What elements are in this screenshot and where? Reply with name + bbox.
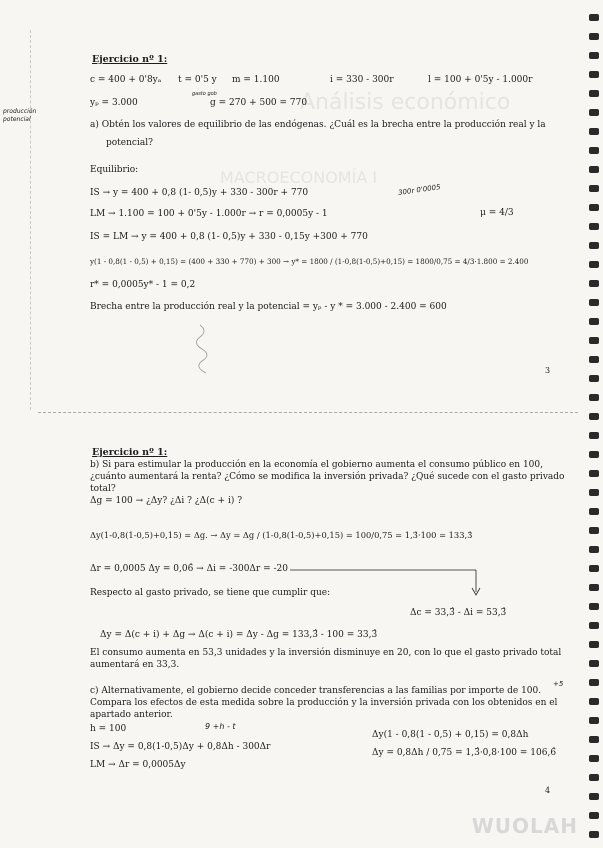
handnote-left-2: potencial	[3, 116, 31, 123]
binding-hole	[589, 185, 599, 192]
binding-hole	[589, 451, 599, 458]
binding-hole	[589, 223, 599, 230]
binding-hole	[589, 736, 599, 743]
binding-hole	[589, 698, 599, 705]
binding-hole	[589, 33, 599, 40]
binding-hole	[589, 299, 599, 306]
binding-hole	[589, 565, 599, 572]
lm-equation: LM → 1.100 = 100 + 0'5y - 1.000r → r = 0,0005y - 1	[90, 209, 328, 219]
islm-equation: IS = LM → y = 400 + 0,8 (1- 0,5)y + 330 - 0,15y +300 + 770	[90, 232, 368, 242]
eq-imports: m = 1.100	[232, 75, 280, 85]
binding-hole	[589, 318, 599, 325]
binding-hole	[589, 470, 599, 477]
binding-hole	[589, 831, 599, 838]
binding-hole	[589, 489, 599, 496]
binding-hole	[589, 14, 599, 21]
binding-hole	[589, 242, 599, 249]
handnote-left-1: producción	[3, 108, 37, 115]
question-c-line-3: apartado anterior.	[90, 710, 173, 720]
question-c-line-1: c) Alternativamente, el gobierno decide conceder transferencias a las familias por importe de 100.	[90, 686, 542, 696]
delta-y-h-equation: Δy(1 - 0,8(1 - 0,5) + 0,15) = 0,8Δh	[372, 730, 529, 740]
handnote-t15: +5	[553, 680, 564, 688]
question-a-line-1: a) Obtén los valores de equilibrio de las endógenas. ¿Cuál es la brecha entre la producción real y la	[90, 120, 546, 130]
binding-hole	[589, 375, 599, 382]
handnote-over-g: gasto gob	[192, 91, 217, 97]
binding-hole	[589, 394, 599, 401]
handnote-mid: 300r 0'0005	[397, 183, 442, 197]
page-number-top: 3	[545, 366, 551, 375]
binding-hole	[589, 71, 599, 78]
question-b-line-4: Δg = 100 → ¿Δy? ¿Δi ? ¿Δ(c + i) ?	[90, 496, 243, 506]
binding-hole	[589, 261, 599, 268]
equilibrium-label: Equilibrio:	[90, 165, 139, 175]
binding-hole	[589, 413, 599, 420]
is-equation: IS → y = 400 + 0,8 (1- 0,5)y + 330 - 300r + 770	[90, 188, 309, 198]
is-c-equation: IS → Δy = 0,8(1-0,5)Δy + 0,8Δh - 300Δr	[90, 742, 271, 752]
pencil-scribble	[190, 320, 220, 380]
page-number-bottom: 4	[545, 786, 551, 795]
question-b-line-3: total?	[90, 484, 116, 494]
page-separator	[38, 412, 578, 413]
ystar-equation: y(1 - 0,8(1 - 0,5) + 0,15) = (400 + 330 + 770) + 300 → y* = 1800 / (1-0,8(1-0,5)+0,15) = 1800/0,75 = 4/3·1.800 = 2.400	[90, 257, 529, 266]
binding-hole	[589, 812, 599, 819]
delta-c-equation: Δc = 33,3̂ - Δi = 53,3̂	[410, 608, 507, 618]
output-gap: Brecha entre la producción real y la potencial = yₚ - y * = 3.000 - 2.400 = 600	[90, 302, 447, 312]
binding-hole	[589, 166, 599, 173]
question-c-line-2: Compara los efectos de esta medida sobre la producción y la inversión privada con los obtenidos en el	[90, 698, 558, 708]
watermark-logo: WUOLAH	[471, 814, 578, 838]
ghost-banner-text: Análisis económico	[300, 90, 511, 115]
binding-hole	[589, 546, 599, 553]
bottom-exercise-title: Ejercicio nº 1:	[92, 447, 168, 458]
binding-hole	[589, 337, 599, 344]
handnote-c: 9 +h - t	[205, 722, 236, 731]
binding-hole	[589, 774, 599, 781]
binding-hole	[589, 432, 599, 439]
delta-ci-equation: Δy = Δ(c + i) + Δg → Δ(c + i) = Δy - Δg = 133,3̂ - 100 = 33,3̂	[100, 630, 378, 640]
binding-hole	[589, 508, 599, 515]
binding-hole	[589, 147, 599, 154]
rstar-equation: r* = 0,0005y* - 1 = 0,2	[90, 280, 196, 290]
binding-hole	[589, 584, 599, 591]
multiplier-mu: μ = 4/3	[480, 208, 514, 218]
private-spending-intro: Respecto al gasto privado, se tiene que cumplir que:	[90, 588, 331, 598]
h-value: h = 100	[90, 724, 127, 734]
margin-rule	[30, 30, 31, 410]
binding-hole	[589, 793, 599, 800]
eq-consumption: c = 400 + 0'8yₐ	[90, 75, 162, 85]
eq-government-spending: g = 270 + 500 = 770	[210, 98, 308, 108]
binding-hole	[589, 356, 599, 363]
top-exercise-title: Ejercicio nº 1:	[92, 54, 168, 65]
eq-taxes: t = 0'5 y	[178, 75, 217, 85]
conclusion-line-2: aumentará en 33,3.	[90, 660, 180, 670]
eq-potential-output: yₚ = 3.000	[90, 98, 138, 108]
binding-hole	[589, 660, 599, 667]
delta-y-h-result: Δy = 0,8Δh / 0,75 = 1,3̂·0,8·100 = 106,6̂	[372, 748, 557, 758]
binding-hole	[589, 128, 599, 135]
binding-hole	[589, 679, 599, 686]
binding-hole	[589, 717, 599, 724]
binding-hole	[589, 527, 599, 534]
eq-money-demand: l = 100 + 0'5y - 1.000r	[428, 75, 533, 85]
binding-hole	[589, 280, 599, 287]
question-a-line-2: potencial?	[106, 138, 153, 148]
binding-hole	[589, 641, 599, 648]
binding-hole	[589, 90, 599, 97]
lm-c-equation: LM → Δr = 0,0005Δy	[90, 760, 186, 770]
eq-investment: i = 330 - 300r	[330, 75, 394, 85]
question-b-line-2: ¿cuánto aumentará la renta? ¿Cómo se modifica la inversión privada? ¿Qué sucede con el gasto privado	[90, 472, 565, 482]
binding-hole	[589, 603, 599, 610]
delta-y-equation: Δy(1-0,8(1-0,5)+0,15) = Δg. → Δy = Δg / (1-0,8(1-0,5)+0,15) = 100/0,75 = 1,3̂·100 = 133,3̂	[90, 530, 473, 540]
binding-hole	[589, 109, 599, 116]
delta-r-equation: Δr = 0,0005 Δy = 0,06̂ → Δi = -300Δr = -20	[90, 564, 288, 574]
binding-hole	[589, 755, 599, 762]
binding-hole	[589, 204, 599, 211]
ghost-macro-text: MACROECONOMÍA I	[220, 168, 378, 187]
spiral-binding	[583, 0, 603, 848]
binding-hole	[589, 52, 599, 59]
binding-hole	[589, 622, 599, 629]
question-b-line-1: b) Si para estimular la producción en la economía el gobierno aumenta el consumo público en 100,	[90, 460, 543, 470]
conclusion-line-1: El consumo aumenta en 53,3 unidades y la inversión disminuye en 20, con lo que el gasto privado total	[90, 648, 562, 658]
